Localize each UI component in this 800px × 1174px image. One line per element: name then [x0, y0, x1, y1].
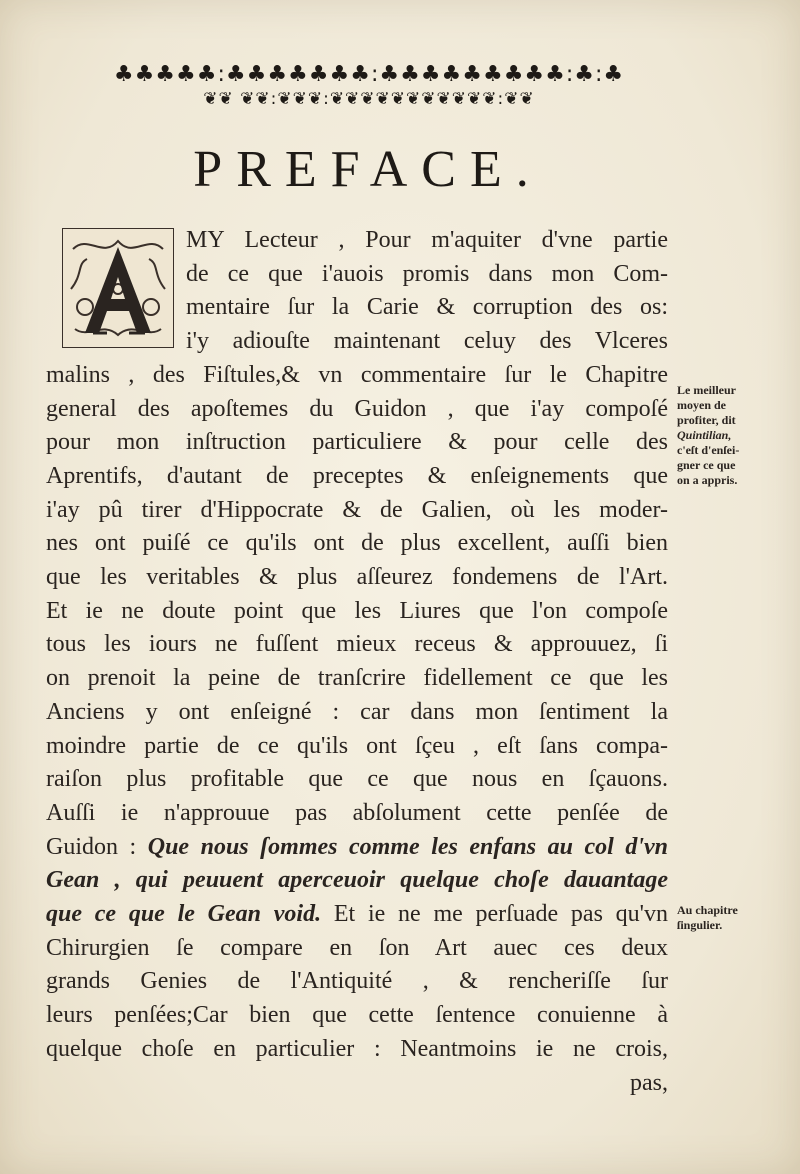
text-line: grands Genies de l'Antiquité , & rencheriſſe ſur: [46, 968, 668, 995]
text-line: raiſon plus profitable que ce que nous en ſçauons.: [46, 766, 668, 793]
text-line: que les veritables & plus aſſeurez fondemens de l'Art.: [46, 564, 668, 591]
fleuron-border: [58, 62, 680, 110]
margin-note-line: Le meilleur: [677, 383, 736, 397]
preface-text: [46, 224, 668, 1100]
margin-note-line: c'eſt d'enſei-: [677, 443, 740, 457]
page-title: PREFACE.: [193, 141, 543, 198]
text-line: moindre partie de ce qu'ils ont ſçeu , eſt ſans compa-: [46, 732, 668, 759]
margin-note-line: moyen de: [677, 398, 726, 412]
text-line: mentaire ſur la Carie & corruption des os:: [186, 294, 668, 321]
margin-note-line: profiter, dit: [677, 413, 736, 427]
margin-note-line: gner ce que: [677, 458, 736, 472]
margin-note-line: ſingulier.: [677, 918, 723, 932]
text-line: Aprentifs, d'autant de preceptes & enſeignements que: [46, 462, 668, 489]
guidon-quote: Que nous ſommes comme les enfans au col d'vn: [147, 833, 668, 860]
catchword: pas,: [630, 1069, 668, 1096]
fleuron-row-bottom: ❦❦ ❦❦:❦❦❦:❦❦❦❦❦❦❦❦❦❦❦:❦❦: [203, 89, 535, 109]
text-line: pour mon inſtruction particuliere & pour celle des: [46, 429, 668, 456]
margin-note-line: Quintilian,: [677, 428, 732, 442]
text-fragment: Guidon :: [46, 833, 137, 860]
text-line: leurs penſées;Car bien que cette ſentence conuienne à: [46, 1002, 668, 1029]
text-line: Et ie ne doute point que les Liures que l'on compoſe: [46, 597, 668, 624]
text-line: MY Lecteur , Pour m'aquiter d'vne partie: [186, 227, 668, 253]
text-line: tous les iours ne fuſſent mieux receus & approuuez, ſi: [46, 631, 668, 658]
text-line: quelque choſe en particulier : Neantmoins ie ne crois,: [46, 1035, 668, 1062]
text-line: malins , des Fiſtules,& vn commentaire ſur le Chapitre: [46, 361, 668, 388]
text-line: Chirurgien ſe compare en ſon Art auec ces deux: [46, 934, 668, 961]
fleuron-row-top: ♣♣♣♣♣:♣♣♣♣♣♣♣:♣♣♣♣♣♣♣♣♣:♣:♣: [113, 62, 625, 87]
margin-note-meilleur-moyen: [677, 383, 789, 488]
text-line: nes ont puiſé ce qu'ils ont de plus excellent, auſſi bien: [46, 530, 668, 557]
text-line: Auſſi ie n'approuue pas abſolument cette penſée de: [46, 799, 668, 826]
text-fragment: Et ie ne me perſuade pas qu'vn: [333, 901, 668, 928]
margin-note-chapitre-singulier: [677, 903, 789, 933]
margin-note-line: Au chapitre: [677, 903, 738, 917]
text-line: general des apoſtemes du Guidon , que i'ay compoſé: [46, 395, 668, 422]
text-fragment-italic: que ce que le Gean void.: [46, 901, 322, 928]
text-line: de ce que i'auois promis dans mon Com-: [186, 260, 668, 287]
text-line: Anciens y ont enſeigné : car dans mon ſentiment la: [46, 698, 668, 725]
text-line: i'y adiouſte maintenant celuy des Vlceres: [186, 328, 668, 355]
text-line: [46, 831, 668, 865]
text-line: [46, 898, 668, 932]
text-line: i'ay pû tirer d'Hippocrate & de Galien, où les moder-: [46, 496, 668, 523]
text-line-italic: Gean , qui peuuent aperceuoir quelque choſe dauantage: [46, 867, 668, 894]
margin-note-line: on a appris.: [677, 473, 738, 487]
text-line: on prenoit la peine de tranſcrire fidellement ce que les: [46, 665, 668, 692]
